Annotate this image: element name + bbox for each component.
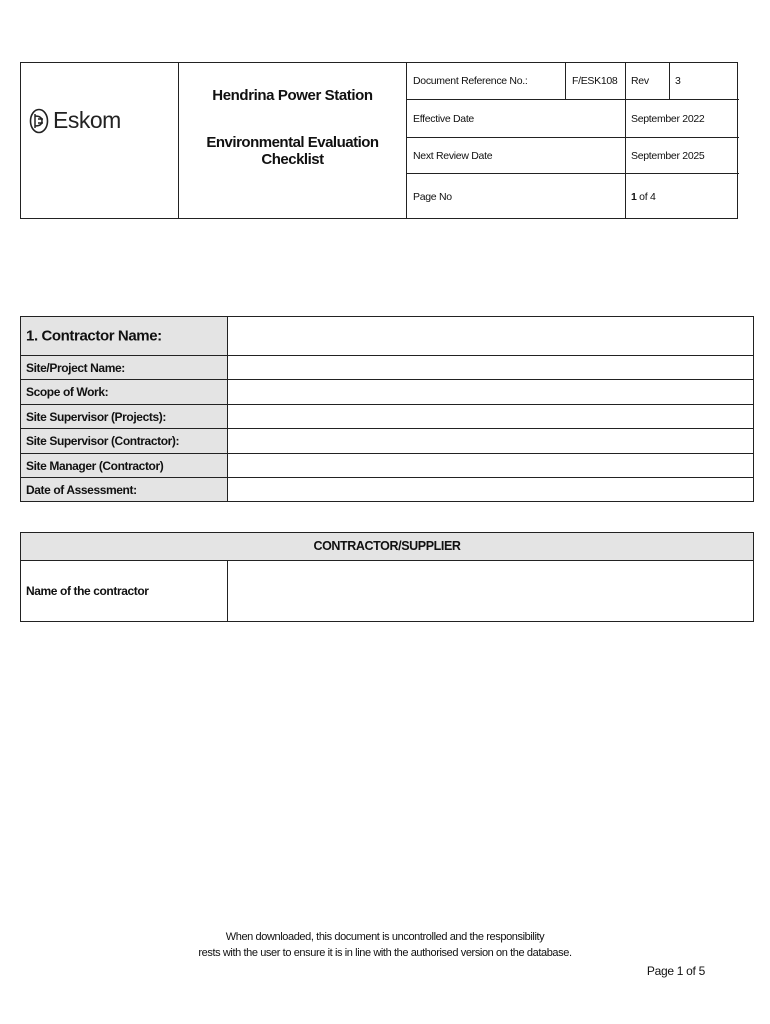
logo-cell — [21, 63, 179, 218]
date-of-assessment-field[interactable] — [228, 478, 753, 501]
divider — [565, 63, 566, 99]
divider — [625, 100, 626, 137]
rev-label: Rev — [631, 75, 649, 87]
page-no-current: 1 — [631, 191, 637, 203]
site-project-name-field[interactable] — [228, 356, 753, 379]
page-count: Page 1 of 5 — [646, 964, 705, 978]
table-row — [21, 317, 753, 356]
page-no-row — [407, 174, 739, 218]
table-row — [21, 429, 753, 454]
site-manager-contractor-label: Site Manager (Contractor) — [21, 454, 228, 477]
site-project-name-label: Site/Project Name: — [21, 356, 228, 379]
rev-value: 3 — [675, 75, 681, 87]
contractor-name-field[interactable] — [228, 317, 753, 355]
page-no-value — [631, 191, 656, 203]
next-review-label: Next Review Date — [413, 150, 493, 162]
doc-ref-row — [407, 63, 739, 100]
title-cell — [179, 63, 407, 218]
site-supervisor-projects-label: Site Supervisor (Projects): — [21, 405, 228, 428]
site-supervisor-contractor-label: Site Supervisor (Contractor): — [21, 429, 228, 453]
table-row — [21, 356, 753, 380]
supplier-label-cell — [21, 561, 228, 621]
site-manager-contractor-field[interactable] — [228, 454, 753, 477]
doc-ref-value: F/ESK108 — [572, 75, 618, 87]
station-name: Hendrina Power Station — [212, 87, 373, 104]
contractor-details-table — [20, 316, 754, 502]
divider — [625, 174, 626, 218]
divider — [625, 138, 626, 173]
eskom-emblem-icon — [29, 108, 49, 134]
contractor-name-label: Name of the contractor — [26, 584, 149, 598]
effective-date-label: Effective Date — [413, 113, 474, 125]
scope-of-work-label: Scope of Work: — [21, 380, 228, 404]
table-row — [21, 405, 753, 429]
uncontrolled-document-note — [160, 929, 610, 961]
site-supervisor-contractor-field[interactable] — [228, 429, 753, 453]
next-review-value: September 2025 — [631, 150, 705, 162]
divider — [669, 63, 670, 99]
checklist-title: Environmental Evaluation Checklist — [206, 134, 379, 168]
supplier-heading: CONTRACTOR/SUPPLIER — [21, 533, 753, 561]
divider — [625, 63, 626, 99]
scope-of-work-field[interactable] — [228, 380, 753, 404]
document-header — [20, 62, 738, 219]
doc-ref-label: Document Reference No.: — [413, 75, 528, 87]
page-no-label: Page No — [413, 191, 452, 203]
contractor-name-input[interactable] — [228, 561, 753, 621]
table-row — [21, 454, 753, 478]
eskom-logo — [29, 107, 121, 134]
table-row — [21, 478, 753, 501]
date-of-assessment-label: Date of Assessment: — [21, 478, 228, 501]
effective-date-row — [407, 100, 739, 138]
site-supervisor-projects-field[interactable] — [228, 405, 753, 428]
effective-date-value: September 2022 — [631, 113, 705, 125]
logo-text: Eskom — [53, 107, 121, 133]
contractor-name-label: 1. Contractor Name: — [21, 317, 228, 355]
page-no-total: of 4 — [639, 191, 656, 203]
contractor-supplier-table — [20, 532, 754, 622]
table-row — [21, 380, 753, 405]
footer-note-line-1: When downloaded, this document is uncontrolled and the responsibility — [225, 931, 545, 943]
footer-note-line-2: rests with the user to ensure it is in line with the authorised version on the database. — [198, 947, 572, 959]
next-review-row — [407, 138, 739, 174]
